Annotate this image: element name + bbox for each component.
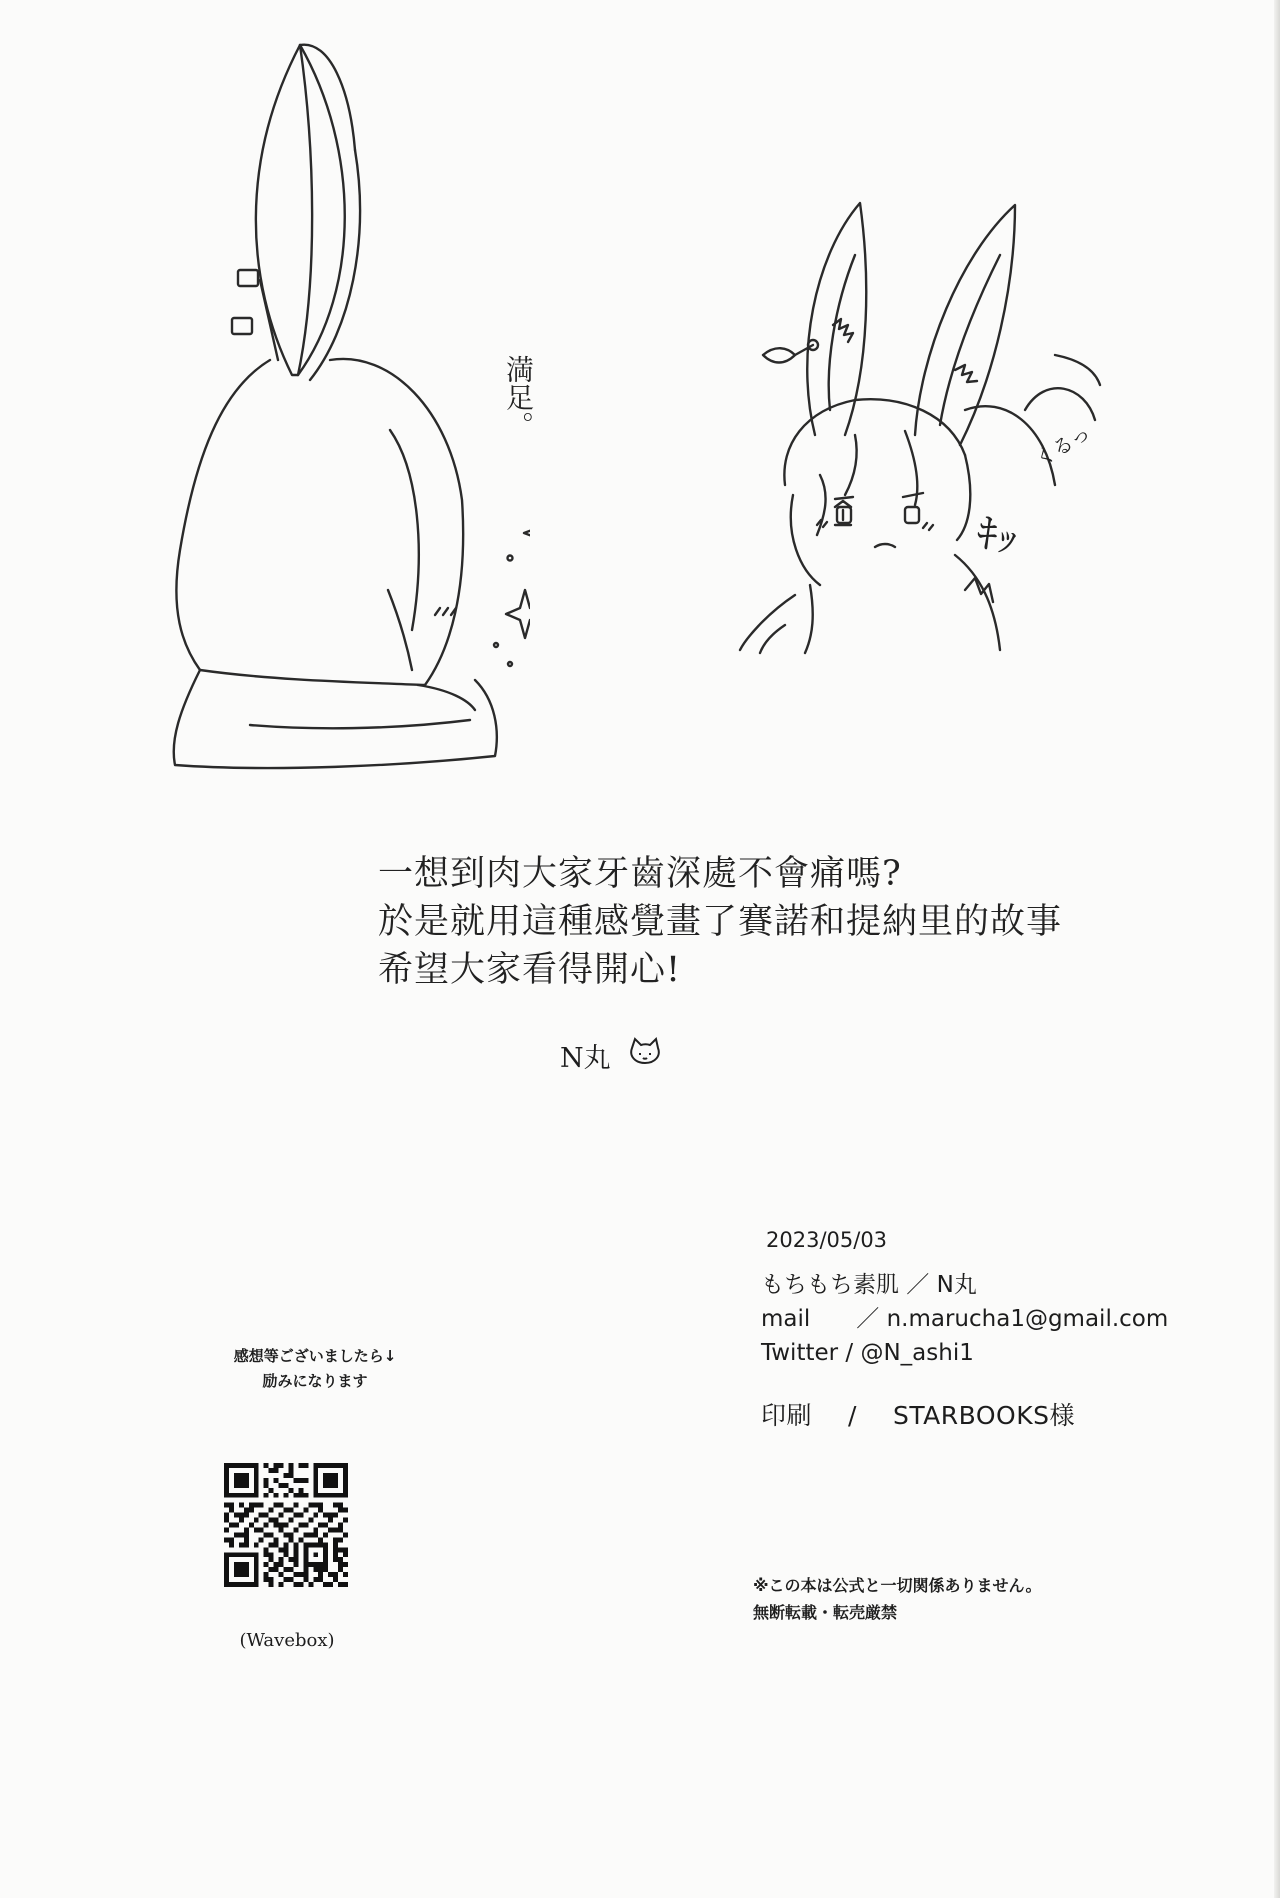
twitter-line: Twitter / @N_ashi1 <box>761 1340 974 1366</box>
mail-line: mail ／ n.marucha1@gmail.com <box>761 1306 1169 1332</box>
disclaimer-reprint: 無断転載・転売厳禁 <box>753 1603 898 1622</box>
printer-label: 印刷 <box>761 1401 813 1430</box>
hooded-character-illustration <box>150 30 530 780</box>
sfx-turn: くるっ <box>1030 420 1095 472</box>
disclaimer-official: ※この本は公式と一切関係ありません。 <box>753 1576 1042 1595</box>
feedback-request <box>175 1344 455 1394</box>
sfx-satisfied: 満足。 <box>502 355 535 439</box>
colophon <box>761 1228 1241 1432</box>
afterword-line: 一想到肉大家牙齒深處不會痛嗎? <box>378 854 902 894</box>
printer-name: STARBOOKS様 <box>892 1401 1075 1430</box>
circle-author-line: もちもち素肌 ／ N丸 <box>761 1272 977 1298</box>
qr-caption: (Wavebox) <box>239 1630 335 1651</box>
sfx-glare: ｷｯ <box>972 509 1023 565</box>
afterword-message <box>378 850 1063 994</box>
author-signature: N丸 <box>560 1043 611 1074</box>
page-edge <box>1274 0 1280 1898</box>
cat-face-doodle-icon <box>628 1036 662 1066</box>
printer-separator: / <box>848 1401 857 1430</box>
publication-date: 2023/05/03 <box>766 1228 888 1252</box>
feedback-line: 感想等ございましたら↓ <box>233 1347 397 1365</box>
disclaimer <box>753 1572 1042 1626</box>
wavebox-qr-code[interactable] <box>224 1463 348 1587</box>
printer-line <box>761 1396 1241 1432</box>
feedback-line: 励みになります <box>262 1372 368 1390</box>
afterword-line: 於是就用這種感覺畫了賽諾和提納里的故事 <box>378 902 1063 942</box>
afterword-line: 希望大家看得開心! <box>378 950 682 990</box>
